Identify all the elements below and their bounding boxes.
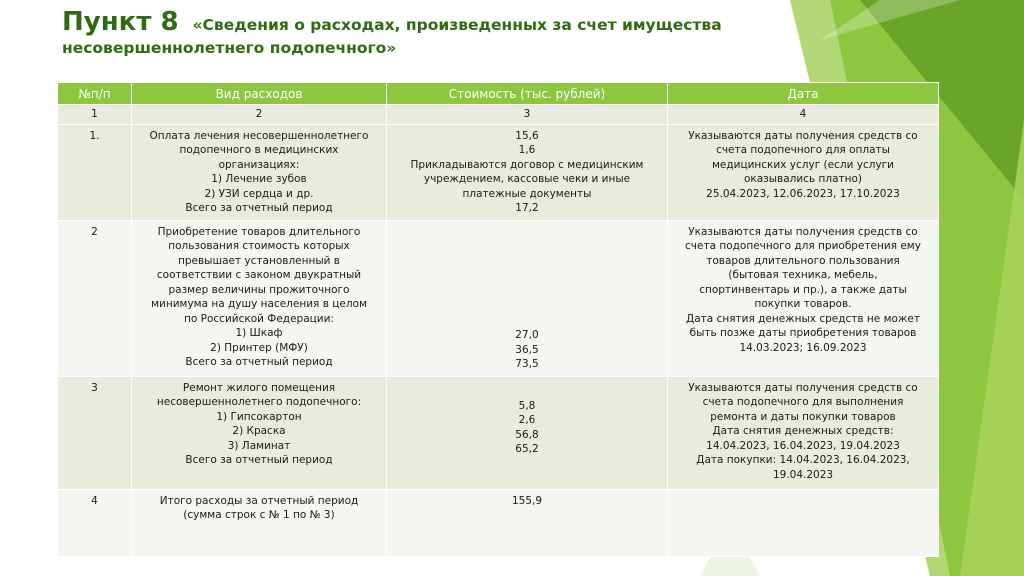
cell-line: 1) Гипсокартон <box>216 410 302 423</box>
table-row <box>58 489 939 557</box>
cell-line: 25.04.2023, 12.06.2023, 17.10.2023 <box>706 187 900 200</box>
cell-line: 1,6 <box>518 144 536 156</box>
cell-line: 17,2 <box>515 202 539 214</box>
header-expense-type: Вид расходов <box>132 83 387 105</box>
cell-line: учреждением, кассовые чеки и иные <box>423 173 631 185</box>
cell-line: покупки товаров. <box>754 298 852 310</box>
cell-line: счета подопечного для выполнения <box>702 396 904 408</box>
column-number: 2 <box>132 105 387 125</box>
cell-line: минимума на душу населения в целом <box>151 298 367 310</box>
cost-cell <box>387 124 668 220</box>
cell-line: Приобретение товаров длительного <box>157 225 361 238</box>
cell-line: медицинских услуг (если услуги <box>711 158 894 171</box>
cell-line: Указываются даты получения средств со <box>688 129 918 142</box>
cell-line: 56,8 <box>515 428 539 441</box>
row-number: 1. <box>58 124 132 220</box>
cell-line: 15,6 <box>515 129 539 142</box>
cell-line: подопечного в медицинских <box>179 144 339 156</box>
title-line2: несовершеннолетнего подопечного» <box>62 38 397 57</box>
cell-line: Всего за отчетный период <box>185 454 333 466</box>
cell-line: Всего за отчетный период <box>185 202 333 214</box>
header-number: №п/п <box>58 83 132 105</box>
column-number-row <box>58 105 939 125</box>
date-cell <box>668 376 939 489</box>
cell-line: Дата покупки: 14.04.2023, 16.04.2023, <box>696 454 910 466</box>
cell-line: 5,8 <box>518 399 536 412</box>
cell-line: 27,0 <box>515 329 539 341</box>
cell-line: несовершеннолетнего подопечного: <box>156 396 362 408</box>
cell-line: счета подопечного для приобретения ему <box>685 240 921 252</box>
cell-line: Указываются даты получения средств со <box>688 225 918 238</box>
cell-line: спортинвентарь и пр.), а также даты <box>699 283 907 296</box>
cell-line: ремонта и даты покупки товаров <box>710 410 896 423</box>
cell-line: Прикладываются договор с медицинским <box>410 158 644 171</box>
cell-line: Итого расходы за отчетный период <box>159 494 359 507</box>
column-number: 3 <box>387 105 668 125</box>
cell-line: размер величины прожиточного <box>168 283 350 296</box>
cell-line: превышает установленный в <box>178 254 340 267</box>
expense-type-cell <box>132 489 387 557</box>
expenses-table <box>57 82 939 557</box>
cost-cell <box>387 489 668 557</box>
cell-line: 2,6 <box>518 414 536 426</box>
date-cell <box>668 124 939 220</box>
table-header-row <box>58 83 939 105</box>
cell-line: Дата снятия денежных средств не может <box>686 312 920 325</box>
cell-line: 36,5 <box>515 343 539 356</box>
cost-cell <box>387 376 668 489</box>
cell-line: 1) Лечение зубов <box>211 173 307 185</box>
column-number: 4 <box>668 105 939 125</box>
table-row <box>58 376 939 489</box>
cell-line: 14.03.2023; 16.09.2023 <box>739 341 867 354</box>
cell-line: (сумма строк с № 1 по № 3) <box>183 509 335 521</box>
date-cell <box>668 220 939 376</box>
title-line1: «Сведения о расходах, произведенных за счет имущества <box>192 16 722 34</box>
cell-line: (бытовая техника, мебель, <box>728 269 878 281</box>
title-point: Пункт 8 <box>62 7 179 37</box>
cell-line: Оплата лечения несовершеннолетнего <box>149 129 369 142</box>
cell-line: 73,5 <box>515 358 539 370</box>
cell-line: по Российской Федерации: <box>184 312 334 325</box>
header-cost: Стоимость (тыс. рублей) <box>387 83 668 105</box>
cell-line: 2) Принтер (МФУ) <box>210 341 308 354</box>
expense-type-cell <box>132 376 387 489</box>
cell-line: организациях: <box>218 158 300 171</box>
expense-type-cell <box>132 220 387 376</box>
cell-line: быть позже даты приобретения товаров <box>689 327 917 339</box>
cell-line: пользования стоимость которых <box>168 240 350 252</box>
cell-line: Указываются даты получения средств со <box>688 381 918 394</box>
row-number: 3 <box>58 376 132 489</box>
cell-line: 1) Шкаф <box>235 327 283 339</box>
cell-line: 2) УЗИ сердца и др. <box>204 187 314 200</box>
expense-type-cell <box>132 124 387 220</box>
cell-line: Ремонт жилого помещения <box>182 381 336 394</box>
row-number: 4 <box>58 489 132 557</box>
column-number: 1 <box>58 105 132 125</box>
cell-line: 19.04.2023 <box>772 468 834 481</box>
cell-line: платежные документы <box>462 187 592 200</box>
cell-line: 155,9 <box>511 494 543 507</box>
cell-line: Дата снятия денежных средств: <box>712 425 894 437</box>
cell-line: 65,2 <box>515 443 539 455</box>
header-date: Дата <box>668 83 939 105</box>
cell-line: оказывались платно) <box>743 173 863 185</box>
page-title <box>62 6 782 58</box>
cell-line: 2) Краска <box>232 425 286 437</box>
cell-line: 14.04.2023, 16.04.2023, 19.04.2023 <box>706 439 900 452</box>
date-cell <box>668 489 939 557</box>
table-row <box>58 220 939 376</box>
cell-line: Всего за отчетный период <box>185 356 333 368</box>
cell-line: счета подопечного для оплаты <box>716 144 890 156</box>
cell-line: соответствии с законом двукратный <box>156 269 362 281</box>
row-number: 2 <box>58 220 132 376</box>
cell-line: 3) Ламинат <box>227 439 291 452</box>
table-row <box>58 124 939 220</box>
cell-line: товаров длительного пользования <box>706 254 900 267</box>
cost-cell <box>387 220 668 376</box>
